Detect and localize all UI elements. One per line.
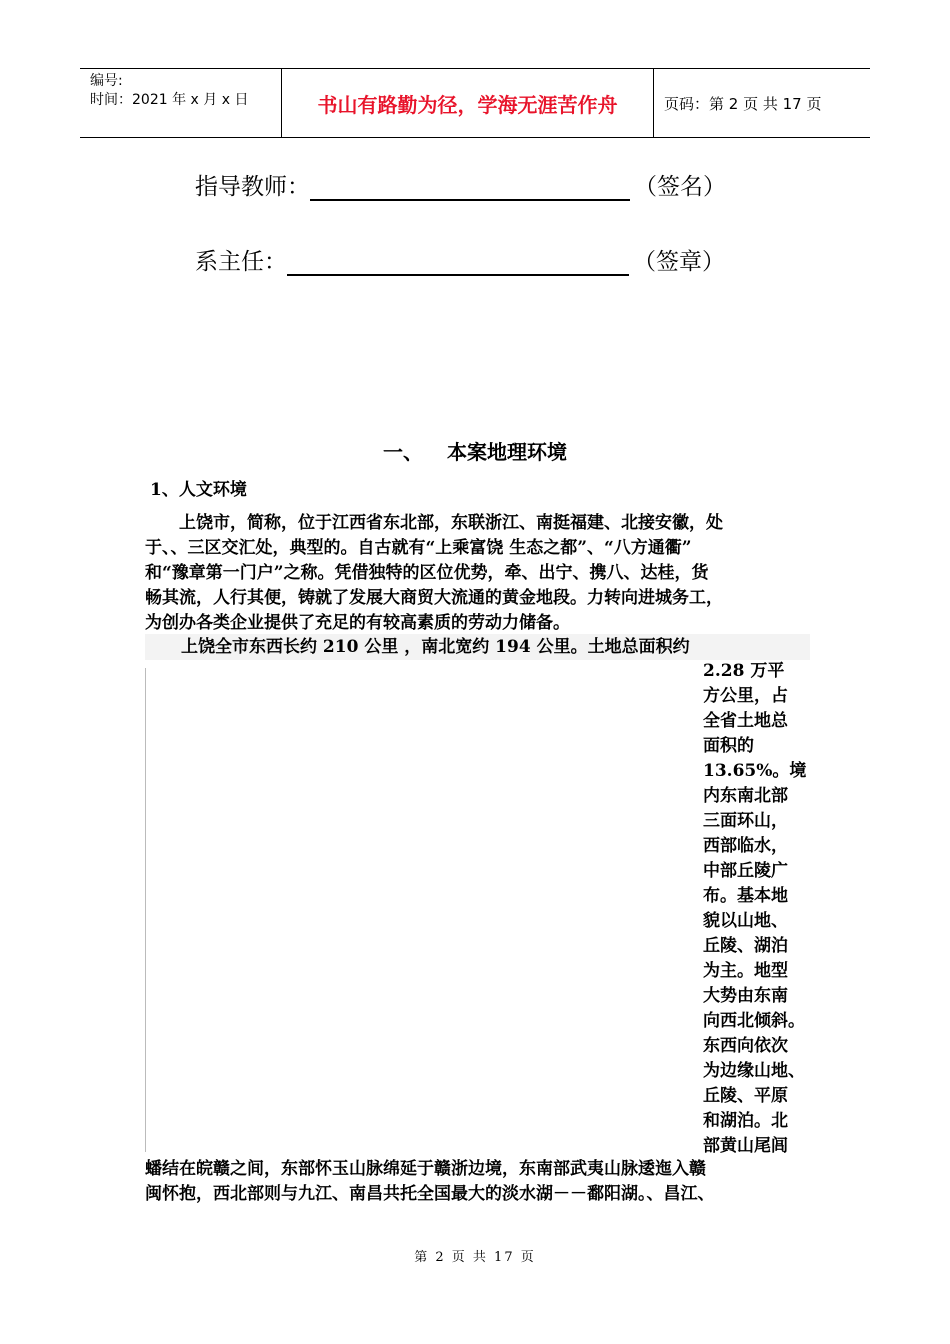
side-line: 2.28 万平 [703,661,785,681]
side-line: 为边缘山地、 [703,1061,805,1081]
paragraph-line: 蟠结在皖赣之间，东部怀玉山脉绵延于赣浙边境，东南部武夷山脉逶迤入赣 [145,1159,706,1179]
signature-label-director: 系主任： [195,249,287,275]
embedded-image-area [145,668,694,1152]
paragraph-line: 上饶全市东西长约 210 公里 ，南北宽约 194 公里。土地总面积约 [181,637,690,657]
side-line: 面积的 [703,736,754,756]
document-number-label: 编号: [90,73,123,89]
side-line: 三面环山， [703,811,788,831]
paragraph-line: 畅其流，人行其便，铸就了发展大商贸大流通的黄金地段。力转向进城务工， [145,588,723,608]
side-line: 丘陵、湖泊 [703,936,788,956]
side-line: 中部丘陵广 [703,861,788,881]
side-line: 和湖泊。北 [703,1111,788,1131]
side-line: 西部临水， [703,836,788,856]
side-line: 大势由东南 [703,986,788,1006]
document-time-label: 时间：2021 年 x 月 x 日 [90,92,249,108]
side-line: 丘陵、平原 [703,1086,788,1106]
side-line: 13.65%。境 [703,761,807,781]
signature-row-director [195,243,725,276]
side-line: 全省土地总 [703,711,788,731]
signature-label-advisor: 指导教师： [195,174,310,200]
section-heading [0,436,950,465]
paragraph-1 [145,511,810,636]
header-table [80,68,870,138]
side-line: 为主。地型 [703,961,788,981]
header-motto: 书山有路勤为径，学海无涯苦作舟 [282,69,654,137]
signature-note-director: （签章） [633,249,725,275]
side-line: 向西北倾斜。 [703,1011,805,1031]
side-line: 东西向依次 [703,1036,788,1056]
paragraph-line: 和“豫章第一门户”之称。凭借独特的区位优势，牵、出宁、携八、达桂，货 [145,563,709,583]
subsection-heading: 1、人文环境 [150,480,247,500]
signature-line-advisor[interactable] [310,173,630,201]
side-line: 布。基本地 [703,886,788,906]
paragraph-line: 上饶市，简称，位于江西省东北部，东联浙江、南挺福建、北接安徽，处 [145,513,723,533]
paragraph-line: 闽怀抱，西北部则与九江、南昌共托全国最大的淡水湖－－鄱阳湖。、昌江、 [145,1184,715,1204]
header-page-info: 页码：第 2 页 共 17 页 [664,94,822,113]
paragraph-2-side-column [703,659,813,1159]
side-line: 方公里，占 [703,686,788,706]
section-number: 一、 [383,440,423,464]
section-title: 本案地理环境 [447,440,567,464]
paragraph-line: 于、、三区交汇处，典型的。自古就有“上乘富饶 生态之都”、“八方通衢” [145,538,692,558]
paragraph-2-first-line [145,634,810,660]
page-footer: 第 2 页 共 17 页 [414,1250,536,1265]
side-line: 内东南北部 [703,786,788,806]
paragraph-line: 为创办各类企业提供了充足的有较高素质的劳动力储备。 [145,613,570,633]
signature-line-director[interactable] [287,248,629,276]
paragraph-3 [145,1157,810,1207]
signature-row-advisor [195,168,726,201]
side-line: 部黄山尾闾 [703,1136,788,1156]
signature-note-advisor: （签名） [634,174,726,200]
header-meta-cell [80,69,282,137]
side-line: 貌以山地、 [703,911,788,931]
